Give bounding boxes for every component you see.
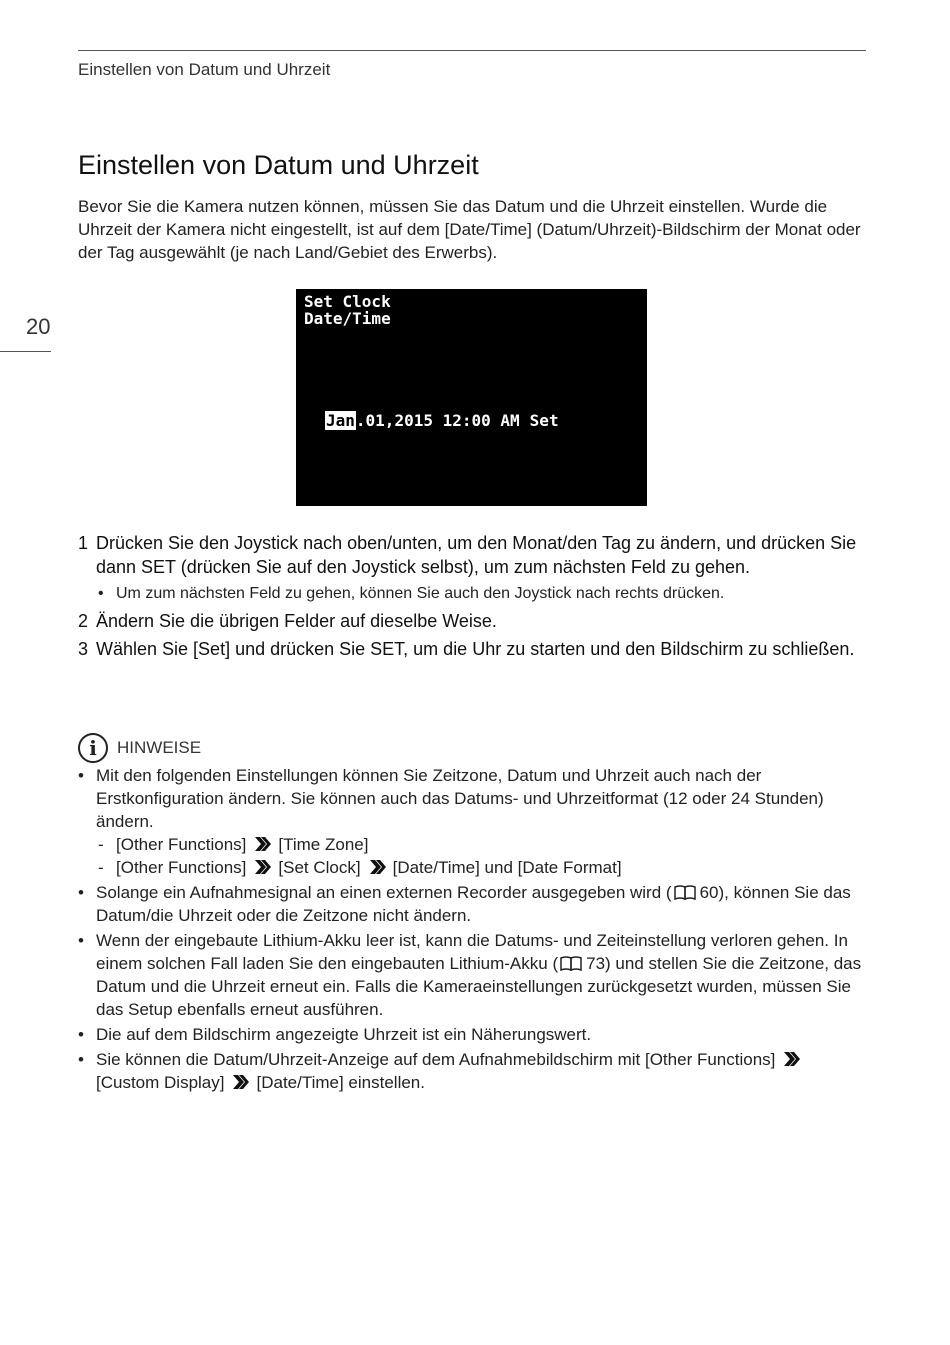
menu-path-step: [Date/Time] und [Date Format] xyxy=(392,858,622,877)
menu-path-step: [Other Functions] xyxy=(116,858,247,877)
bullet: • xyxy=(78,931,84,950)
bullet: • xyxy=(98,585,104,602)
step-item xyxy=(78,531,868,605)
step-item xyxy=(78,637,868,661)
notes-list xyxy=(78,764,868,1096)
menu-arrow-icon xyxy=(232,1074,250,1090)
note-text: 73) und stellen Sie die Zeitzone, das Datum und die Uhrzeit erneut ein. Falls die Kameraeinstellungen zurückgesetzt wurden, müssen Sie das Setup ebenfalls erneut ausführen. xyxy=(96,954,862,1019)
dash: - xyxy=(98,835,104,854)
screen-date-time-fields: .01,2015 12:00 AM xyxy=(355,411,520,430)
menu-arrow-icon xyxy=(783,1051,801,1067)
step-sub-note xyxy=(96,582,868,605)
step-text: Drücken Sie den Joystick nach oben/unten, um den Monat/den Tag zu ändern, und drücken Sie dann SET (drücken Sie auf den Joystick selbst), um zum nächsten Feld zu gehen. xyxy=(96,533,857,577)
note-text: [Custom Display] xyxy=(96,1073,225,1092)
note-text: [Date/Time] einstellen. xyxy=(256,1073,425,1092)
screen-menu-title: Set Clock xyxy=(304,292,391,311)
bullet: • xyxy=(78,766,84,785)
screen-datetime-row xyxy=(325,411,559,430)
step-text: Wählen Sie [Set] und drücken Sie SET, um die Uhr zu starten und den Bildschirm zu schließen. xyxy=(96,639,855,659)
notes-title: HINWEISE xyxy=(117,738,202,757)
screen-month-field: Jan xyxy=(326,411,355,430)
bullet: • xyxy=(78,1050,84,1069)
note-text: Sie können die Datum/Uhrzeit-Anzeige auf dem Aufnahmebildschirm mit [Other Functions] xyxy=(96,1050,776,1069)
note-item xyxy=(78,929,868,1021)
menu-path-step: [Set Clock] xyxy=(278,858,361,877)
step-number: 1 xyxy=(78,533,89,553)
header-rule xyxy=(78,50,866,51)
note-item xyxy=(78,1048,868,1094)
info-icon: i xyxy=(78,733,108,763)
book-reference-icon xyxy=(674,885,696,900)
notes-heading xyxy=(78,731,201,765)
note-text: 60), können Sie das Datum/die Uhrzeit oder die Zeitzone nicht ändern. xyxy=(96,883,851,925)
bullet: • xyxy=(78,1025,84,1044)
note-item xyxy=(78,881,868,927)
menu-path xyxy=(96,833,868,856)
note-item xyxy=(78,764,868,879)
step-item xyxy=(78,609,868,633)
menu-path-step: [Time Zone] xyxy=(278,835,369,854)
bullet: • xyxy=(78,883,84,902)
menu-paths xyxy=(96,833,868,879)
menu-arrow-icon xyxy=(369,859,387,875)
note-text: Solange ein Aufnahmesignal an einen externen Recorder ausgegeben wird ( xyxy=(96,883,672,902)
page-number: 20 xyxy=(26,314,51,339)
screen-set-option: Set xyxy=(529,411,559,430)
step-number: 3 xyxy=(78,639,89,659)
note-text: Wenn der eingebaute Lithium-Akku leer ist, kann die Datums- und Zeiteinstellung verloren gehen. In einem solchen Fall laden Sie den eingebauten Lithium-Akku ( xyxy=(96,931,848,973)
step-text: Ändern Sie die übrigen Felder auf dieselbe Weise. xyxy=(96,611,497,631)
page-title: Einstellen von Datum und Uhrzeit xyxy=(78,150,479,180)
intro-paragraph: Bevor Sie die Kamera nutzen können, müssen Sie das Datum und die Uhrzeit einstellen. Wurde die Uhrzeit der Kamera nicht eingestellt, ist auf dem [Date/Time] (Datum/Uhrzeit)-Bildschirm der Monat oder der Tag ausgewählt (je nach Land/Gebiet des Erwerbs). xyxy=(78,197,861,262)
page-number-rule xyxy=(0,351,51,352)
book-reference-icon xyxy=(560,956,582,971)
screen-submenu-title: Date/Time xyxy=(304,309,391,328)
note-text: Mit den folgenden Einstellungen können Sie Zeitzone, Datum und Uhrzeit auch nach der Erstkonfiguration ändern. Sie können auch das Datums- und Uhrzeitformat (12 oder 24 Stunden) ändern. xyxy=(96,766,824,831)
step-sub-text: Um zum nächsten Feld zu gehen, können Sie auch den Joystick nach rechts drücken. xyxy=(116,585,725,602)
menu-path xyxy=(96,856,868,879)
note-text: Die auf dem Bildschirm angezeigte Uhrzeit ist ein Näherungswert. xyxy=(96,1025,592,1044)
running-head: Einstellen von Datum und Uhrzeit xyxy=(78,60,331,79)
step-number: 2 xyxy=(78,611,89,631)
menu-arrow-icon xyxy=(254,836,272,852)
menu-path-step: [Other Functions] xyxy=(116,835,247,854)
note-item xyxy=(78,1023,868,1046)
set-clock-screen xyxy=(296,289,647,506)
menu-arrow-icon xyxy=(254,859,272,875)
steps-list xyxy=(78,531,868,665)
dash: - xyxy=(98,858,104,877)
